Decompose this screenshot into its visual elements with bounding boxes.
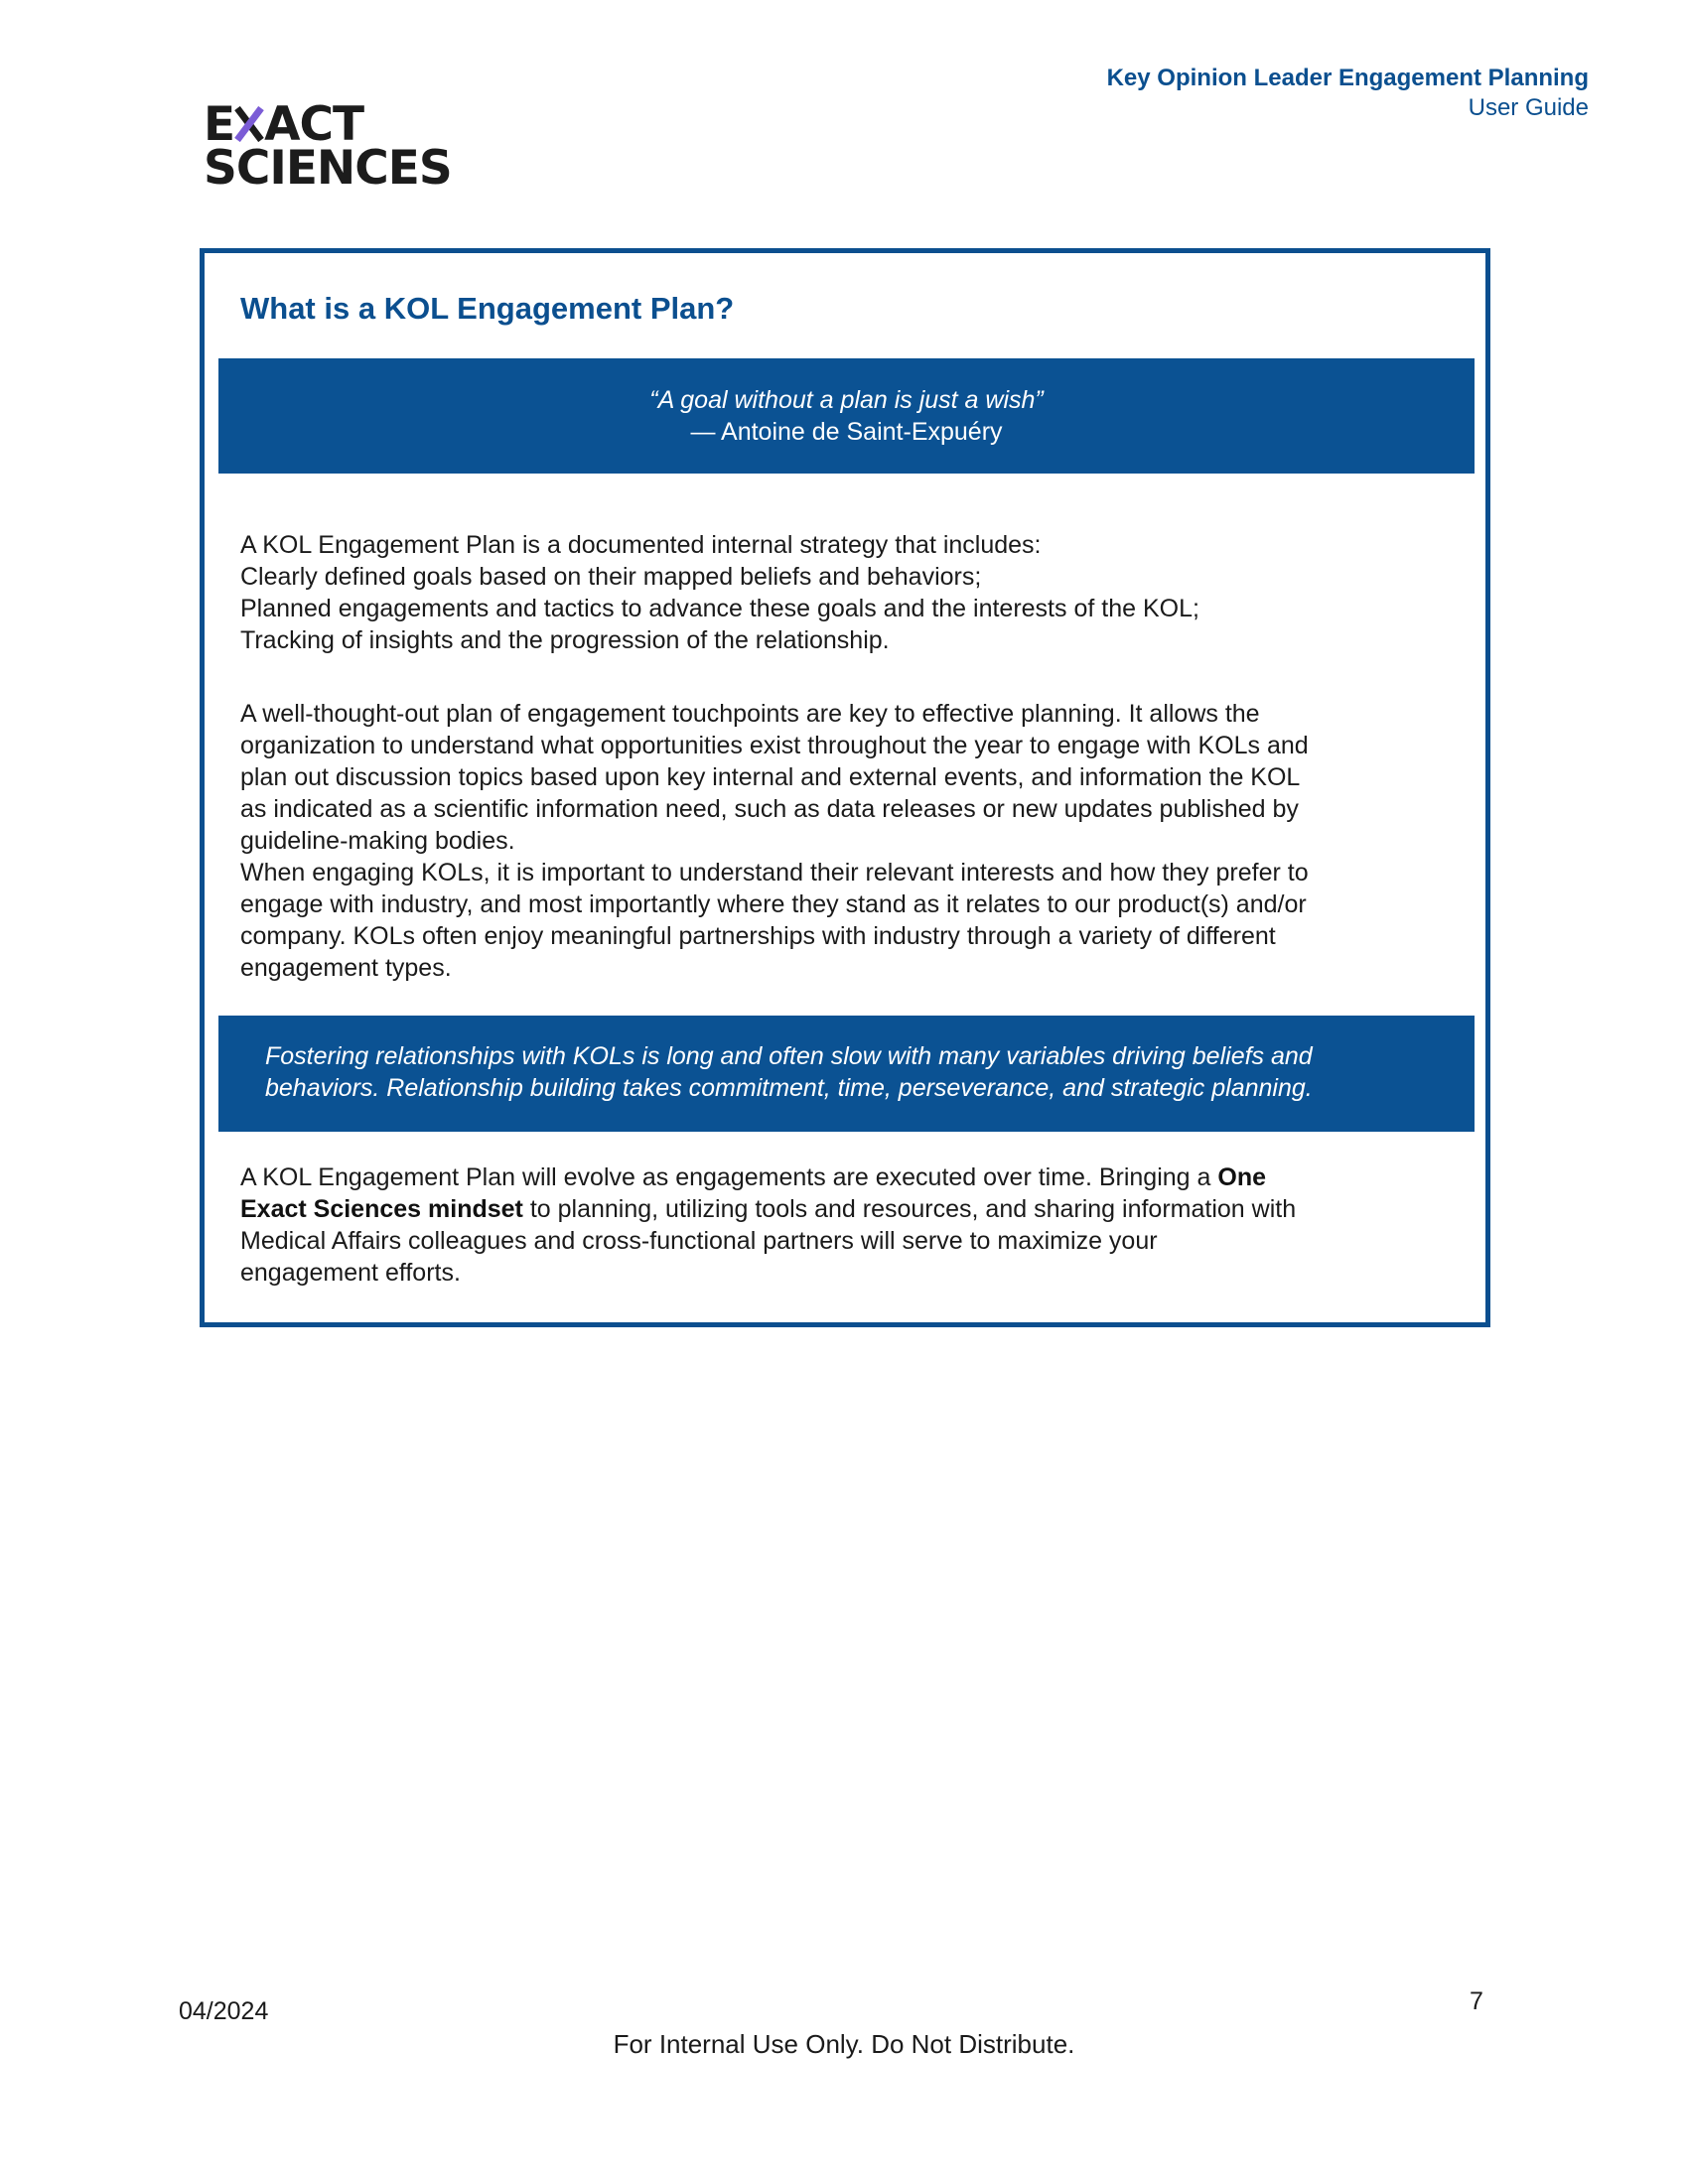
intro-list: [240, 529, 1462, 656]
paragraph-1-line: guideline-making bodies.: [240, 827, 515, 855]
paragraph-1-line: A well-thought-out plan of engagement touchpoints are key to effective planning. It allows the: [240, 700, 1260, 728]
closing-text: A KOL Engagement Plan will evolve as engagements are executed over time. Bringing a: [240, 1163, 1218, 1191]
engagement-paragraphs: [240, 698, 1462, 984]
kol-plan-card: [200, 248, 1490, 1327]
card-title: What is a KOL Engagement Plan?: [240, 291, 735, 326]
intro-line: Clearly defined goals based on their mapped beliefs and behaviors;: [240, 563, 982, 591]
quote-text: “A goal without a plan is just a wish”: [649, 386, 1044, 414]
closing-bold-text: Exact Sciences mindset: [240, 1195, 523, 1223]
paragraph-1-line: plan out discussion topics based upon key internal and external events, and information the KOL: [240, 763, 1301, 791]
exact-sciences-logo: [204, 97, 462, 196]
document-title: Key Opinion Leader Engagement Planning: [1106, 65, 1589, 91]
closing-line-2: [240, 1193, 1462, 1225]
quote-attribution: — Antoine de Saint-Expuéry: [690, 418, 1003, 446]
quote-banner: [218, 358, 1475, 474]
document-header: [1107, 64, 1589, 123]
closing-line-4: engagement efforts.: [240, 1259, 461, 1287]
highlight-banner: [218, 1016, 1475, 1132]
paragraph-2-line: engage with industry, and most importantly where they stand as it relates to our product(s) and/or: [240, 890, 1307, 918]
logo-line-2: SCIENCES: [204, 141, 452, 196]
paragraph-1-line: as indicated as a scientific information need, such as data releases or new updates published by: [240, 795, 1299, 823]
confidentiality-notice: For Internal Use Only. Do Not Distribute.: [613, 2029, 1075, 2059]
document-subtitle: User Guide: [1468, 94, 1589, 121]
closing-paragraph: [240, 1161, 1462, 1289]
paragraph-2-line: company. KOLs often enjoy meaningful partnerships with industry through a variety of different: [240, 922, 1276, 950]
logo-x-mark-icon: [234, 106, 264, 142]
closing-line-3: Medical Affairs colleagues and cross-functional partners will serve to maximize your: [240, 1227, 1158, 1255]
closing-text: to planning, utilizing tools and resources, and sharing information with: [522, 1195, 1297, 1223]
intro-line: A KOL Engagement Plan is a documented internal strategy that includes:: [240, 531, 1042, 559]
paragraph-2-line: engagement types.: [240, 954, 452, 982]
paragraph-2-line: When engaging KOLs, it is important to understand their relevant interests and how they prefer to: [240, 859, 1309, 887]
logo-letters-act: ACT: [264, 97, 364, 152]
intro-line: Tracking of insights and the progression of the relationship.: [240, 626, 890, 654]
footer-date: 04/2024: [179, 1997, 269, 2025]
logo-letter-e: E: [204, 97, 235, 152]
closing-line-1: [240, 1161, 1462, 1193]
page-number: 7: [1470, 1987, 1483, 2015]
intro-line: Planned engagements and tactics to advance these goals and the interests of the KOL;: [240, 595, 1199, 622]
highlight-line: behaviors. Relationship building takes commitment, time, perseverance, and strategic planning.: [265, 1074, 1313, 1102]
highlight-line: Fostering relationships with KOLs is long and often slow with many variables driving beliefs and: [265, 1042, 1313, 1070]
closing-bold-text: One: [1217, 1163, 1266, 1191]
paragraph-1-line: organization to understand what opportunities exist throughout the year to engage with KOLs and: [240, 732, 1309, 759]
